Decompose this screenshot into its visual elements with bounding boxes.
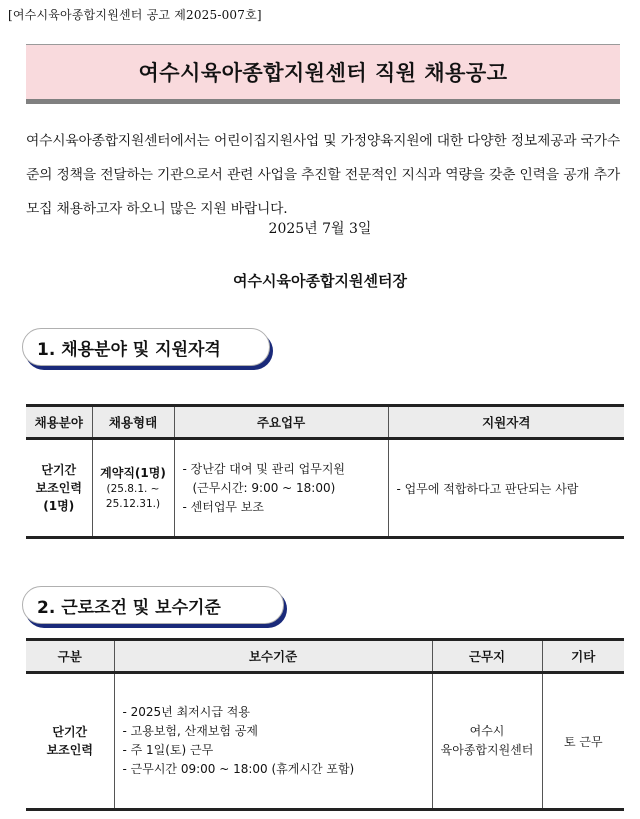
field-line: (1명)	[43, 499, 75, 513]
field-line: 보조인력	[35, 481, 82, 495]
field-line: 단기간	[41, 463, 77, 477]
pay-line: - 고용보험, 산재보험 공제	[122, 724, 259, 738]
header-qualification: 지원자격	[388, 406, 624, 439]
title-banner	[26, 44, 620, 104]
recruitment-table	[26, 404, 624, 539]
duties-cell	[174, 439, 388, 538]
director-signature: 여수시육아종합지원센터장	[233, 272, 407, 290]
table-header-row	[26, 640, 624, 673]
duty-line: - 장난감 대여 및 관리 업무지원	[182, 461, 346, 476]
header-category: 구분	[26, 640, 114, 673]
header-duties: 주요업무	[174, 406, 388, 439]
qualification-cell: - 업무에 적합하다고 판단되는 사람	[388, 439, 624, 538]
pay-cell	[114, 673, 432, 810]
etc-cell: 토 근무	[542, 673, 624, 810]
table-header-row	[26, 406, 624, 439]
period-line: 25.12.31.)	[105, 498, 161, 510]
table-row	[26, 439, 624, 538]
pay-line: - 주 1일(토) 근무	[122, 743, 214, 757]
field-cell	[26, 439, 92, 538]
section-heading-conditions: 2. 근로조건 및 보수기준	[22, 586, 284, 624]
page-title: 여수시육아종합지원센터 직원 채용공고	[138, 61, 508, 85]
header-pay: 보수기준	[114, 640, 432, 673]
location-cell	[432, 673, 542, 810]
pay-line: - 근무시간 09:00 ~ 18:00 (휴게시간 포함)	[122, 762, 355, 776]
duty-line: - 센터업무 보조	[182, 499, 265, 514]
pay-line: - 2025년 최저시급 적용	[122, 705, 250, 719]
type-label: 계약직(1명)	[100, 466, 166, 480]
location-line: 여수시	[469, 724, 505, 738]
category-line: 단기간	[52, 725, 88, 739]
notice-number: [여수시육아종합지원센터 공고 제2025-007호]	[8, 8, 262, 22]
category-cell	[26, 673, 114, 810]
location-line: 육아종합지원센터	[440, 743, 534, 757]
header-field: 채용분야	[26, 406, 92, 439]
conditions-table	[26, 638, 624, 811]
section-heading-recruitment: 1. 채용분야 및 지원자격	[22, 328, 270, 366]
category-line: 보조인력	[46, 743, 93, 757]
type-cell	[92, 439, 174, 538]
period-line: (25.8.1. ~	[106, 483, 160, 495]
notice-date: 2025년 7월 3일	[268, 221, 372, 237]
table-row	[26, 673, 624, 810]
intro-paragraph: 여수시육아종합지원센터에서는 어린이집지원사업 및 가정양육지원에 대한 다양한 정보제공과 국가수준의 정책을 전달하는 기관으로서 관련 사업을 추진할 전문적인 지식과 역량을 갖춘 인력을 공개 추가 모집 채용하고자 하오니 많은 지원 바랍니다.	[26, 133, 620, 217]
header-etc: 기타	[542, 640, 624, 673]
header-location: 근무지	[432, 640, 542, 673]
duty-line: (근무시간: 9:00 ~ 18:00)	[192, 480, 336, 495]
header-type: 채용형태	[92, 406, 174, 439]
